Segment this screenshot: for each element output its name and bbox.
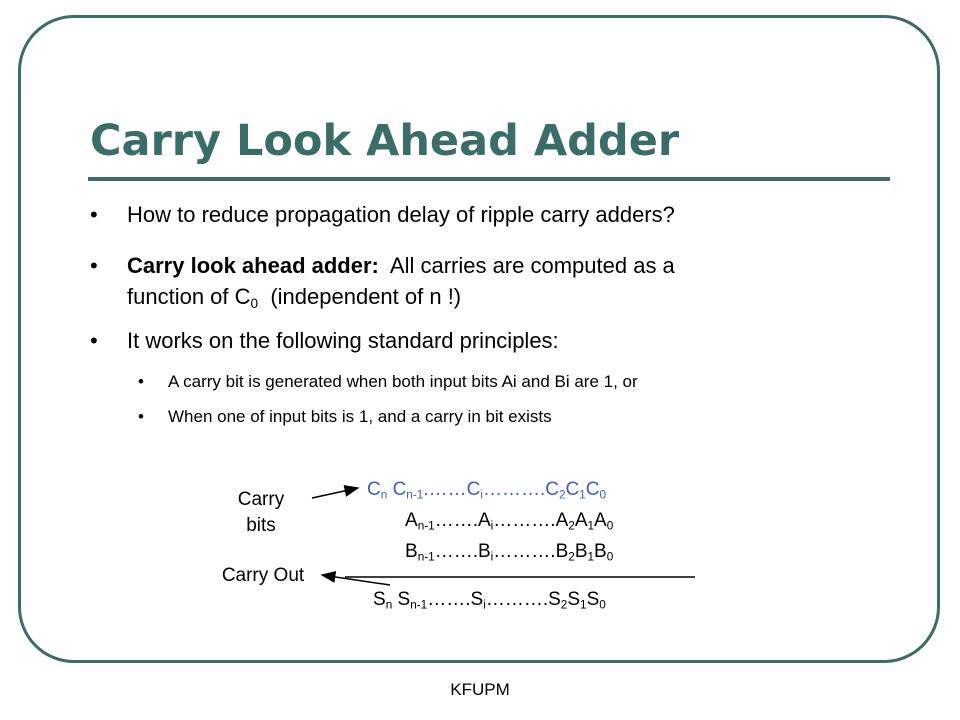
- s-dots-1: …….: [427, 589, 471, 610]
- a-row: [405, 509, 613, 533]
- s-letter: S: [586, 589, 600, 610]
- sub-bullet-1-text: A carry bit is generated when both input bits Ai and Bi are 1, or: [168, 372, 638, 391]
- bullet-2-text-c: (independent of n !): [270, 284, 462, 309]
- a-sub-n1: n-1: [417, 519, 435, 533]
- b-row: [405, 540, 613, 564]
- s-letter: S: [470, 589, 484, 610]
- carry-c2: C: [545, 479, 559, 500]
- b-letter: B: [477, 541, 491, 562]
- carry-ci-sub: i: [480, 488, 483, 502]
- bullet-2-text-a: All carries are computed as a: [389, 253, 675, 278]
- carry-cn1: C: [392, 479, 407, 500]
- carry-c1: C: [565, 479, 580, 500]
- s-sub-n1: n-1: [410, 598, 428, 612]
- carry-row: [367, 478, 606, 502]
- bullet-3-text: It works on the following standard principles:: [127, 328, 559, 353]
- b-letter: B: [555, 541, 569, 562]
- a-dots-1: …….: [434, 510, 478, 531]
- slide-title: Carry Look Ahead Adder: [90, 116, 680, 166]
- bullet-1-text: How to reduce propagation delay of ripple carry adders?: [127, 202, 675, 227]
- s-sub-1: 1: [580, 598, 587, 612]
- bullet-2-bold: Carry look ahead adder:: [127, 253, 379, 278]
- s-sub-2: 2: [560, 598, 568, 612]
- carry-dots-1: .……: [423, 479, 467, 500]
- carry-label-line-2: bits: [246, 515, 276, 536]
- b-letter: B: [574, 541, 588, 562]
- carry-cn1-sub: n-1: [406, 488, 424, 502]
- b-sub-2: 2: [568, 550, 575, 564]
- carry-c1-sub: 1: [579, 488, 586, 502]
- bullet-dot: •: [90, 202, 98, 227]
- carry-c0-sub: 0: [599, 488, 607, 502]
- a-sub-1: 1: [587, 519, 595, 533]
- carry-out-label: Carry Out: [221, 565, 305, 586]
- carry-c2-sub: 2: [558, 488, 566, 502]
- carry-bits-arrow: [312, 488, 358, 498]
- carry-ci: C: [466, 479, 481, 500]
- s-letter: S: [548, 589, 561, 610]
- b-sub-i: i: [490, 550, 494, 564]
- a-letter: A: [405, 510, 418, 531]
- bullet-dot: •: [90, 328, 98, 353]
- s-letter: S: [567, 589, 581, 610]
- b-sub-1: 1: [587, 550, 595, 564]
- carry-label-line-1: Carry: [237, 489, 285, 510]
- s-sub-0: 0: [599, 598, 606, 612]
- b-letter: B: [594, 541, 607, 562]
- s-letter: S: [373, 589, 386, 610]
- carry-c0: C: [585, 479, 600, 500]
- a-sub-i: i: [490, 519, 494, 533]
- b-sub-n1: n-1: [417, 550, 435, 564]
- carry-bits-label: [222, 487, 300, 539]
- a-letter: A: [594, 510, 607, 531]
- a-sub-2: 2: [568, 519, 575, 533]
- a-letter: A: [555, 510, 569, 531]
- bullet-dot: •: [90, 253, 98, 278]
- sub-bullet-dot: •: [138, 372, 144, 391]
- s-sub-n: n: [385, 598, 393, 612]
- a-letter: A: [477, 510, 491, 531]
- sub-bullet-dot: •: [138, 407, 144, 426]
- bullet-2-sub: 0: [250, 295, 259, 311]
- b-dots-1: …….: [434, 541, 478, 562]
- b-sub-0: 0: [606, 550, 614, 564]
- a-sub-0: 0: [606, 519, 614, 533]
- a-letter: A: [574, 510, 588, 531]
- s-sub-i: i: [483, 598, 486, 612]
- s-dots-2: ……….: [485, 589, 549, 610]
- b-dots-2: ……….: [493, 541, 556, 562]
- carry-cn: C: [367, 479, 381, 500]
- bullet-2-text-b: function of C: [127, 284, 251, 309]
- a-dots-2: ……….: [493, 510, 556, 531]
- footer-label: KFUPM: [450, 680, 510, 699]
- b-letter: B: [405, 541, 418, 562]
- carry-cn-sub: n: [380, 488, 388, 502]
- sub-bullet-2-text: When one of input bits is 1, and a carry in bit exists: [168, 407, 552, 426]
- carry-dots-2: ……….: [482, 479, 546, 500]
- s-letter: S: [397, 589, 411, 610]
- sum-row: [373, 588, 606, 612]
